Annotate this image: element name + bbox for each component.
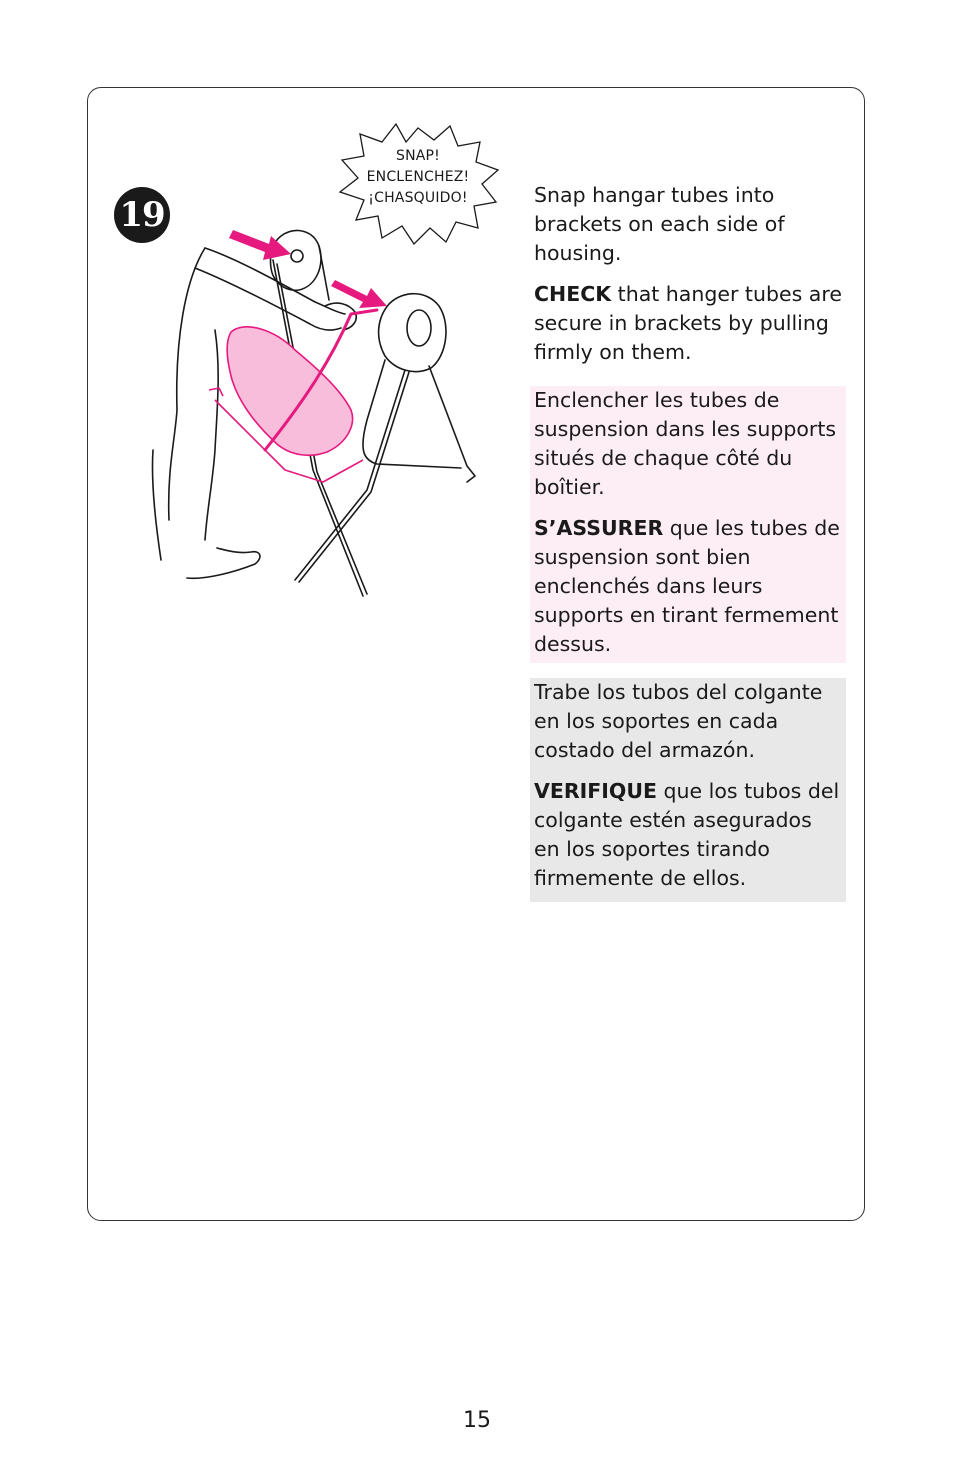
french-paragraph-2: [534, 514, 842, 659]
burst-line-french: ENCLENCHEZ!: [366, 169, 470, 185]
swing-assembly-illustration: [145, 220, 490, 600]
spanish-instructions: [530, 678, 846, 902]
english-paragraph-2: [534, 280, 842, 367]
english-instructions: [530, 181, 846, 367]
person-shoe-outline: [187, 548, 260, 578]
spanish-paragraph-1: Trabe los tubos del colgante en los soportes en cada costado del armazón.: [534, 680, 823, 762]
spanish-keyword: VERIFIQUE: [534, 779, 657, 803]
spanish-paragraph-2-text: que los tubos del colgante estén asegurados en los soportes tirando firmemente de ellos.: [534, 779, 840, 890]
page-number: 15: [463, 1408, 491, 1433]
swing-housing-right: [379, 294, 446, 372]
snap-burst-text: [330, 146, 506, 209]
swing-seat: [209, 327, 363, 482]
step-number: 19: [119, 195, 165, 235]
french-paragraph-2-text: que les tubes de suspension sont bien enclenchés dans leurs supports en tirant fermement dessus.: [534, 516, 840, 656]
french-keyword: S’ASSURER: [534, 516, 664, 540]
person-hand-outline: [325, 303, 356, 330]
english-paragraph-2-text: that hanger tubes are secure in brackets by pulling firmly on them.: [534, 282, 842, 364]
burst-line-spanish: ¡CHASQUIDO!: [368, 190, 468, 206]
english-paragraph-1: Snap hangar tubes into brackets on each side of housing.: [534, 183, 785, 265]
english-keyword: CHECK: [534, 282, 612, 306]
french-instructions: [530, 386, 846, 663]
burst-line-english: SNAP!: [396, 148, 440, 164]
person-body-outline: [169, 248, 205, 520]
spanish-paragraph-2: [534, 777, 842, 893]
french-paragraph-1: Enclencher les tubes de suspension dans les supports situés de chaque côté du boîtier.: [534, 388, 837, 499]
